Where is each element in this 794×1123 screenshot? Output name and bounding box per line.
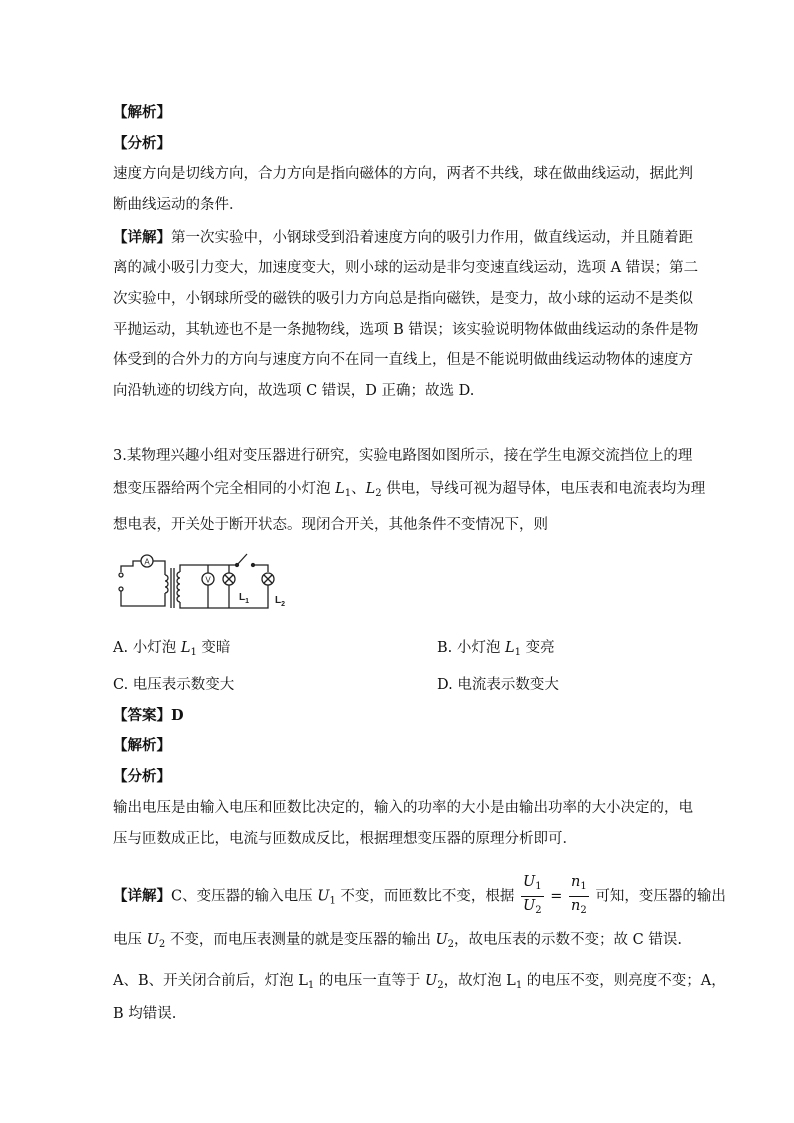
question-stem-line-2: 想变压器给两个完全相同的小灯泡 $L_1$、$L_2$ 供电，导线可视为超导体，电压表和电流表均为理 <box>113 481 706 499</box>
detail2-line-1: 【详解】C、变压器的输入电压 $U_1$ 不变，而匝数比不变，根据 $\frac{U_1}{U_2}$ = $\frac{n_1}{n_2}$ 可知，变压器的输出 <box>113 873 726 920</box>
detail-line-4: 平抛运动，其轨迹也不是一条抛物线，选项 B 错误；该实验说明物体做曲线运动的条件是物 <box>113 322 699 338</box>
analysis2-line-1: 输出电压是由输入电压和匝数比决定的，输入的功率的大小是由输出功率的大小决定的，电 <box>113 800 693 816</box>
detail-line-5: 体受到的合外力的方向与速度方向不在同一直线上，但是不能说明做曲线运动物体的速度方 <box>113 352 693 368</box>
detail2-line-2: 电压 $U_2$ 不变，而电压表测量的就是变压器的输出 $U_2$，故电压表的示数不变；故 C 错误. <box>113 932 682 950</box>
option-b[interactable]: B. 小灯泡 $L_1$ 变亮 <box>437 640 555 658</box>
lamp1-label: $L_1$ <box>239 592 250 605</box>
detail2-line-4: B 均错误. <box>113 1006 177 1022</box>
question-stem-line-3: 想电表，开关处于断开状态。现闭合开关，其他条件不变情况下，则 <box>113 517 548 533</box>
analysis-line-2: 断曲线运动的条件． <box>113 197 244 213</box>
section-tag-jiexi-2: 【解析】 <box>113 737 171 754</box>
detail-line-2: 离的减小吸引力变大，加速度变大，则小球的运动是非匀变速直线运动，选项 A 错误；第二 <box>113 260 699 276</box>
transformer-circuit-diagram <box>113 548 299 614</box>
turns-ratio-fraction: $\frac{n_1}{n_2}$ <box>571 874 587 916</box>
option-d[interactable]: D. 电流表示数变大 <box>437 677 559 693</box>
detail-tag: 【详解】 <box>113 229 171 246</box>
analysis-line-1: 速度方向是切线方向，合力方向是指向磁体的方向，两者不共线，球在做曲线运动，据此判 <box>113 166 693 182</box>
answer-line: 【答案】D <box>113 707 184 724</box>
detail-line-6: 向沿轨迹的切线方向，故选项 C 错误，D 正确；故选 D. <box>113 383 475 399</box>
ammeter-label: A <box>144 557 150 567</box>
analysis2-line-2: 压与匝数成正比，电流与匝数成反比，根据理想变压器的原理分析即可． <box>113 831 577 847</box>
voltage-ratio-fraction: $\frac{U_1}{U_2}$ <box>523 874 542 916</box>
section-tag-fenxi: 【分析】 <box>113 135 171 152</box>
option-a[interactable]: A. 小灯泡 $L_1$ 变暗 <box>113 640 231 658</box>
section-tag-jiexi: 【解析】 <box>113 104 171 121</box>
option-c[interactable]: C. 电压表示数变大 <box>113 677 235 693</box>
detail2-line-3: A、B、开关闭合前后，灯泡 $L_1$ 的电压一直等于 $U_2$，故灯泡 $L_1$ 的电压不变，则亮度不变；A， <box>113 973 726 991</box>
lamp2-label: $L_2$ <box>275 595 286 608</box>
voltmeter-label: V <box>205 575 211 585</box>
section-tag-fenxi-2: 【分析】 <box>113 768 171 785</box>
question-stem-line-1: 3.某物理兴趣小组对变压器进行研究，实验电路图如图所示，接在学生电源交流挡位上的理 <box>113 448 693 464</box>
detail-line-1: 【详解】第一次实验中，小钢球受到沿着速度方向的吸引力作用，做直线运动，并且随着距 <box>113 229 693 246</box>
detail-line-3: 次实验中，小钢球所受的磁铁的吸引力方向总是指向磁铁，是变力，故小球的运动不是类似 <box>113 291 693 307</box>
